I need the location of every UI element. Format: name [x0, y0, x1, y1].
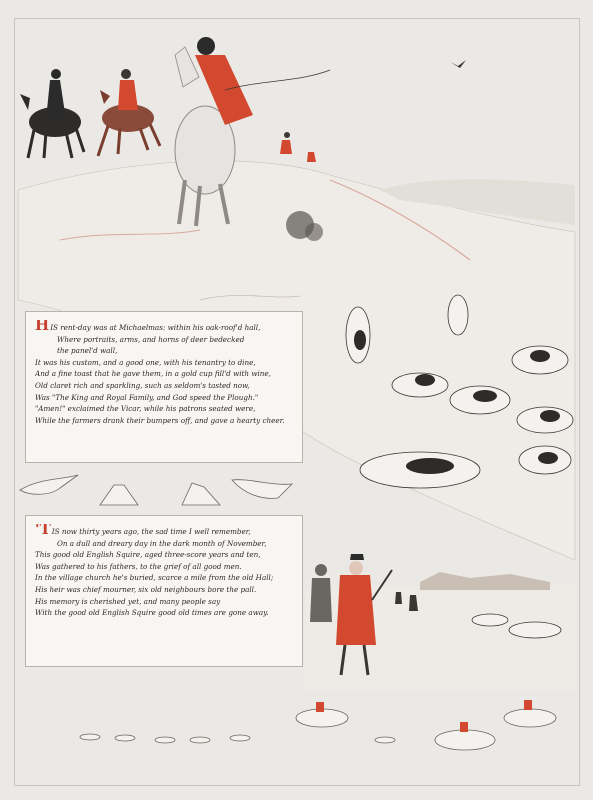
fox-icon-2 — [182, 483, 220, 505]
verse-line: Was "The King and Royal Family, and God speed the Plough." — [35, 392, 259, 402]
divider-animals — [20, 475, 292, 505]
verse-line: Old claret rich and sparkling, such as seldom's tasted now, — [35, 380, 250, 390]
bird-icon — [450, 60, 466, 68]
rider-black-horse — [20, 69, 84, 158]
distant-village — [420, 572, 550, 590]
verse-line: Where portraits, arms, and horns of deer bedecked — [57, 334, 245, 344]
verse-line: This good old English Squire, aged three-score years and ten, — [35, 550, 261, 560]
pheasant-icon — [20, 475, 78, 494]
verse-line: On a dull and dreary day in the dark month of November, — [57, 538, 267, 548]
verse-line: With the good old English Squire good old times are gone away. — [35, 608, 269, 618]
verse-line: It was his custom, and a good one, with his tenantry to dine, — [35, 357, 256, 367]
fox-icon — [100, 485, 138, 505]
distant-rider — [280, 140, 292, 154]
companion-figure — [310, 564, 332, 622]
verse-line: His memory is cherished yet, and many people say — [35, 596, 221, 606]
rider-bay-horse — [98, 69, 160, 156]
verse-rent-day — [25, 311, 303, 463]
pheasant-icon-2 — [232, 480, 292, 499]
verse-line: the panel'd wall, — [57, 346, 118, 356]
verse-line: His heir was chief mourner, six old neighbours bore the pall. — [35, 584, 257, 594]
verse-line: IS rent-day was at Michaelmas: within his oak-roof'd hall, — [50, 323, 261, 332]
drop-cap: H — [35, 320, 50, 334]
verse-thirty-years — [25, 515, 303, 667]
verse-line: IS now thirty years ago, the sad time I well remember, — [51, 527, 251, 536]
frieze-riders — [316, 700, 532, 732]
drop-cap: 'T — [35, 524, 51, 538]
bottom-frieze — [80, 709, 556, 750]
verse-line: "Amen!" exclaimed the Vicar, while his patrons seated were, — [35, 404, 256, 414]
verse-line: Was gathered to his fathers, to the grief of all good men. — [35, 561, 242, 571]
verse-line: While the farmers drank their bumpers off, and gave a hearty cheer. — [35, 415, 285, 425]
verse-line: In the village church he's buried, scarce a mile from the old Hall; — [35, 573, 274, 583]
verse-line: And a fine toast that he gave them, in a gold cup fill'd with wine, — [35, 369, 271, 379]
